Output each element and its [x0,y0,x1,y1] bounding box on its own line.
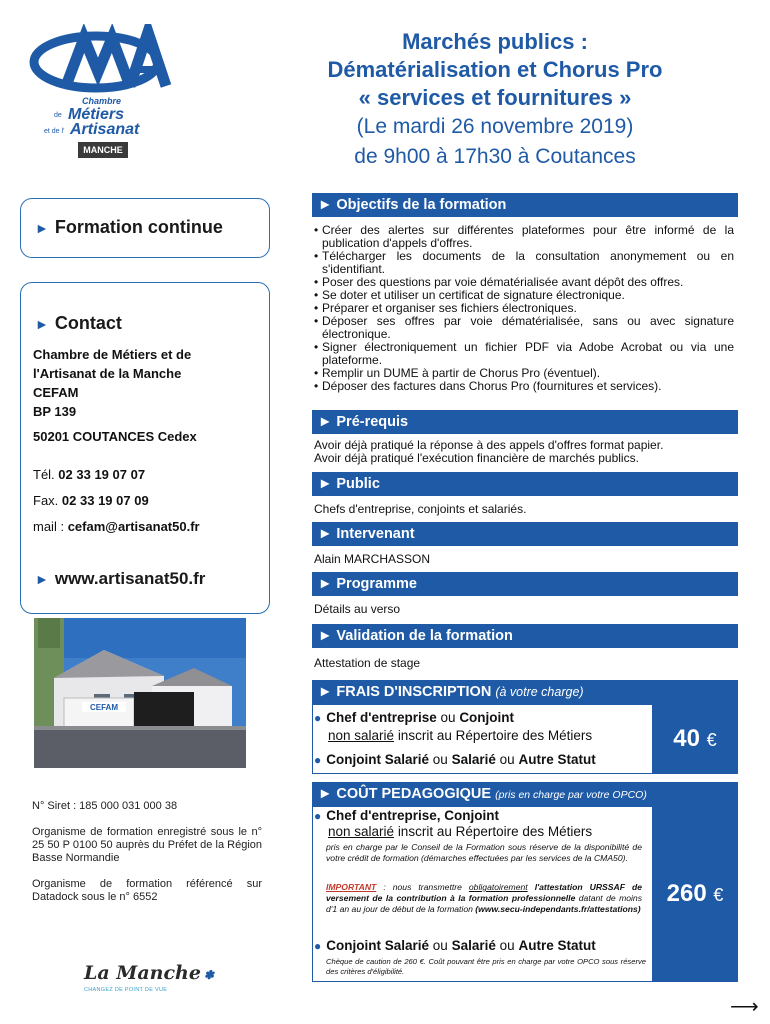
cout-note3: Chèque de caution de 260 €. Coût pouvant être pris en charge par votre OPCO sous réserve des critères d'éligibilité. [326,957,646,976]
section-objectifs-label: Objectifs de la formation [336,197,507,213]
organisme-datadock: Organisme de formation référencé sur Datadock sous le n° 6552 [32,878,262,903]
title-line4: (Le mardi 26 novembre 2019) [356,115,634,138]
sparkle-icon: ✽ [203,968,214,982]
arrow-right-icon: ⟶ [730,996,759,1018]
triangle-right-icon: ► [318,684,333,700]
programme-text: Détails au verso [314,602,401,616]
tel-label: Tél. [33,467,55,482]
public-text: Chefs d'entreprise, conjoints et salariés. [314,502,527,516]
section-cout-note: (pris en charge par votre OPCO) [495,789,647,801]
frais-ou: ou [432,752,448,767]
list-item: • Se doter et utiliser un certificat de signature électronique. [314,289,734,302]
note2d: datant de moins d'1 an au jour de début de la formation [326,893,643,914]
building-photo [34,618,246,768]
section-public [312,472,738,496]
contact-heading [35,313,122,334]
cout-currency: € [713,885,724,905]
frais-ou: ou [499,752,515,767]
frais-ou: ou [440,710,456,725]
list-item: • Déposer ses offres par voie dématérialisée, sans ou avec signature électronique. [314,315,734,341]
triangle-right-icon: ► [318,628,333,644]
cout-a1: Chef d'entreprise, Conjoint [326,808,499,823]
section-validation [312,624,738,648]
org-line4: BP 139 [33,404,77,419]
triangle-right-icon: ► [35,316,49,332]
contact-box [20,282,270,614]
objectifs-list [314,224,734,393]
section-frais-label: FRAIS D'INSCRIPTION [336,684,492,700]
building-photo-image [34,618,246,768]
triangle-right-icon: ► [318,786,333,802]
org-line1: Chambre de Métiers et de [33,347,192,362]
fax-label: Fax. [33,493,59,508]
formation-heading [35,217,223,238]
logo-line2b: Métiers [68,106,125,123]
title-line1: Marchés publics : [402,29,588,54]
frais-ou: ou [499,938,515,953]
important-label: IMPORTANT [326,882,377,892]
bullet-icon: ● [314,809,322,823]
cout-note2 [326,882,642,915]
section-validation-label: Validation de la formation [336,628,513,644]
triangle-right-icon: ► [318,476,333,492]
photo-sign: CEFAM [90,703,118,712]
section-programme [312,572,738,596]
mail-link[interactable]: cefam@artisanat50.fr [67,519,200,534]
section-cout-label: COÛT PEDAGOGIQUE [336,786,492,802]
siret: N° Siret : 185 000 031 000 38 [32,800,178,812]
title-line5: de 9h00 à 17h30 à Coutances [354,145,636,168]
website-line [35,569,205,589]
frais-price-value: 40 [673,725,700,752]
list-item: • Préparer et organiser ses fichiers électroniques. [314,302,734,315]
cout-price-value: 260 [666,880,707,907]
logo-line1: Chambre [82,96,122,106]
list-item: • Remplir un DUME à partir de Chorus Pro (éventuel). [314,367,734,380]
validation-text: Attestation de stage [314,656,421,670]
la-manche-logo [84,962,214,998]
cma-logo [26,24,176,164]
triangle-right-icon: ► [318,197,333,213]
section-programme-label: Programme [336,576,417,592]
cout-line1 [314,808,499,824]
section-public-label: Public [336,476,380,492]
prerequis-line1: Avoir déjà pratiqué la réponse à des appels d'offres format papier. [314,438,664,452]
logo-line3a: et de l' [44,128,65,135]
frais-a2: Conjoint [459,710,515,725]
note2c: l'attestation URSSAF de versement de la contribution à la formation professionnelle [326,882,642,903]
formation-label: Formation continue [54,217,223,237]
section-frais [312,680,738,704]
formation-box [20,198,270,258]
prerequis-line2: Avoir déjà pratiqué l'exécution financière de marchés publics. [314,451,639,465]
cout-c1: Conjoint Salarié [326,938,430,953]
logo-line3b: Artisanat [70,121,140,138]
page-title [270,28,720,172]
bullet-icon: ● [314,711,322,725]
phone-number[interactable]: 02 33 19 07 07 [58,467,146,482]
section-objectifs [312,193,738,217]
list-item: • Signer électroniquement un fichier PDF via Adobe Acrobat ou via une plateforme. [314,341,734,367]
section-prerequis-label: Pré-requis [336,414,409,430]
title-line2: Dématérialisation et Chorus Pro [327,57,663,82]
frais-c1: Conjoint Salarié [326,752,430,767]
section-prerequis [312,410,738,434]
title-line3: « services et fournitures » [358,85,632,110]
mail-line [33,517,200,536]
frais-line1 [314,710,514,726]
note2a: : nous transmettre [376,882,469,892]
frais-c2: Salarié [451,752,496,767]
frais-a1: Chef d'entreprise [326,710,437,725]
cout-price [652,806,738,982]
website-link[interactable]: www.artisanat50.fr [54,569,206,588]
triangle-right-icon: ► [318,526,333,542]
mail-label: mail : [33,519,65,534]
attestation-link[interactable]: (www.secu-independants.fr/attestations) [475,904,641,914]
intervenant-text: Alain MARCHASSON [314,552,431,566]
cma-logo-icon [26,24,176,104]
logo-line2a: de [54,112,62,119]
section-frais-note: (à votre charge) [495,685,584,699]
frais-b2: inscrit au Répertoire des Métiers [397,728,593,743]
lamanche-tagline: CHANGEZ DE POINT DE VUE [84,987,168,993]
triangle-right-icon: ► [35,571,49,587]
org-line2: l'Artisanat de la Manche [33,366,182,381]
objectifs-list-wrap [314,224,734,393]
list-item: • Déposer des factures dans Chorus Pro (fournitures et services). [314,380,734,393]
phone-line [33,465,145,484]
section-intervenant [312,522,738,546]
cout-b1: non salarié [328,824,395,839]
frais-line3 [314,752,596,768]
section-intervenant-label: Intervenant [336,526,415,542]
list-item: • Créer des alertes sur différentes plateformes pour être informé de la publication d'appels d'offres. [314,224,734,250]
list-item: • Télécharger les documents de la consultation anonymement ou en s'identifiant. [314,250,734,276]
prerequis-text [314,439,734,465]
note2b: obligatoirement [468,882,528,892]
frais-b1: non salarié [328,728,395,743]
triangle-right-icon: ► [318,576,333,592]
frais-line2 [328,728,592,744]
contact-label: Contact [54,313,122,333]
org-line3: CEFAM [33,385,79,400]
organisme-registration: Organisme de formation enregistré sous le n° 25 50 P 0100 50 auprès du Préfet de la Région Basse Normandie [32,826,262,864]
frais-c3: Autre Statut [518,752,596,767]
cout-line2 [328,824,592,840]
cout-line3 [314,938,596,954]
logo-badge: MANCHE [78,142,128,158]
fax-line [33,491,149,510]
fax-number: 02 33 19 07 09 [61,493,149,508]
cout-c2: Salarié [451,938,496,953]
list-item: • Poser des questions par voie dématérialisée avant dépôt des offres. [314,276,734,289]
bullet-icon: ● [314,753,322,767]
triangle-right-icon: ► [35,220,49,236]
lamanche-wordmark: La Manche [84,962,201,984]
cout-b2: inscrit au Répertoire des Métiers [397,824,593,839]
frais-ou: ou [432,938,448,953]
frais-currency: € [706,730,717,750]
triangle-right-icon: ► [318,414,333,430]
section-cout [312,782,738,806]
org-line5: 50201 COUTANCES Cedex [33,429,197,444]
cout-note1: pris en charge par le Conseil de la Formation sous réserve de la disponibilité de votre crédit de formation (démarches effectuées par les services de la CMA50). [326,842,642,863]
contact-address [33,345,197,446]
cout-c3: Autre Statut [518,938,596,953]
bullet-icon: ● [314,939,322,953]
frais-price [652,704,738,774]
